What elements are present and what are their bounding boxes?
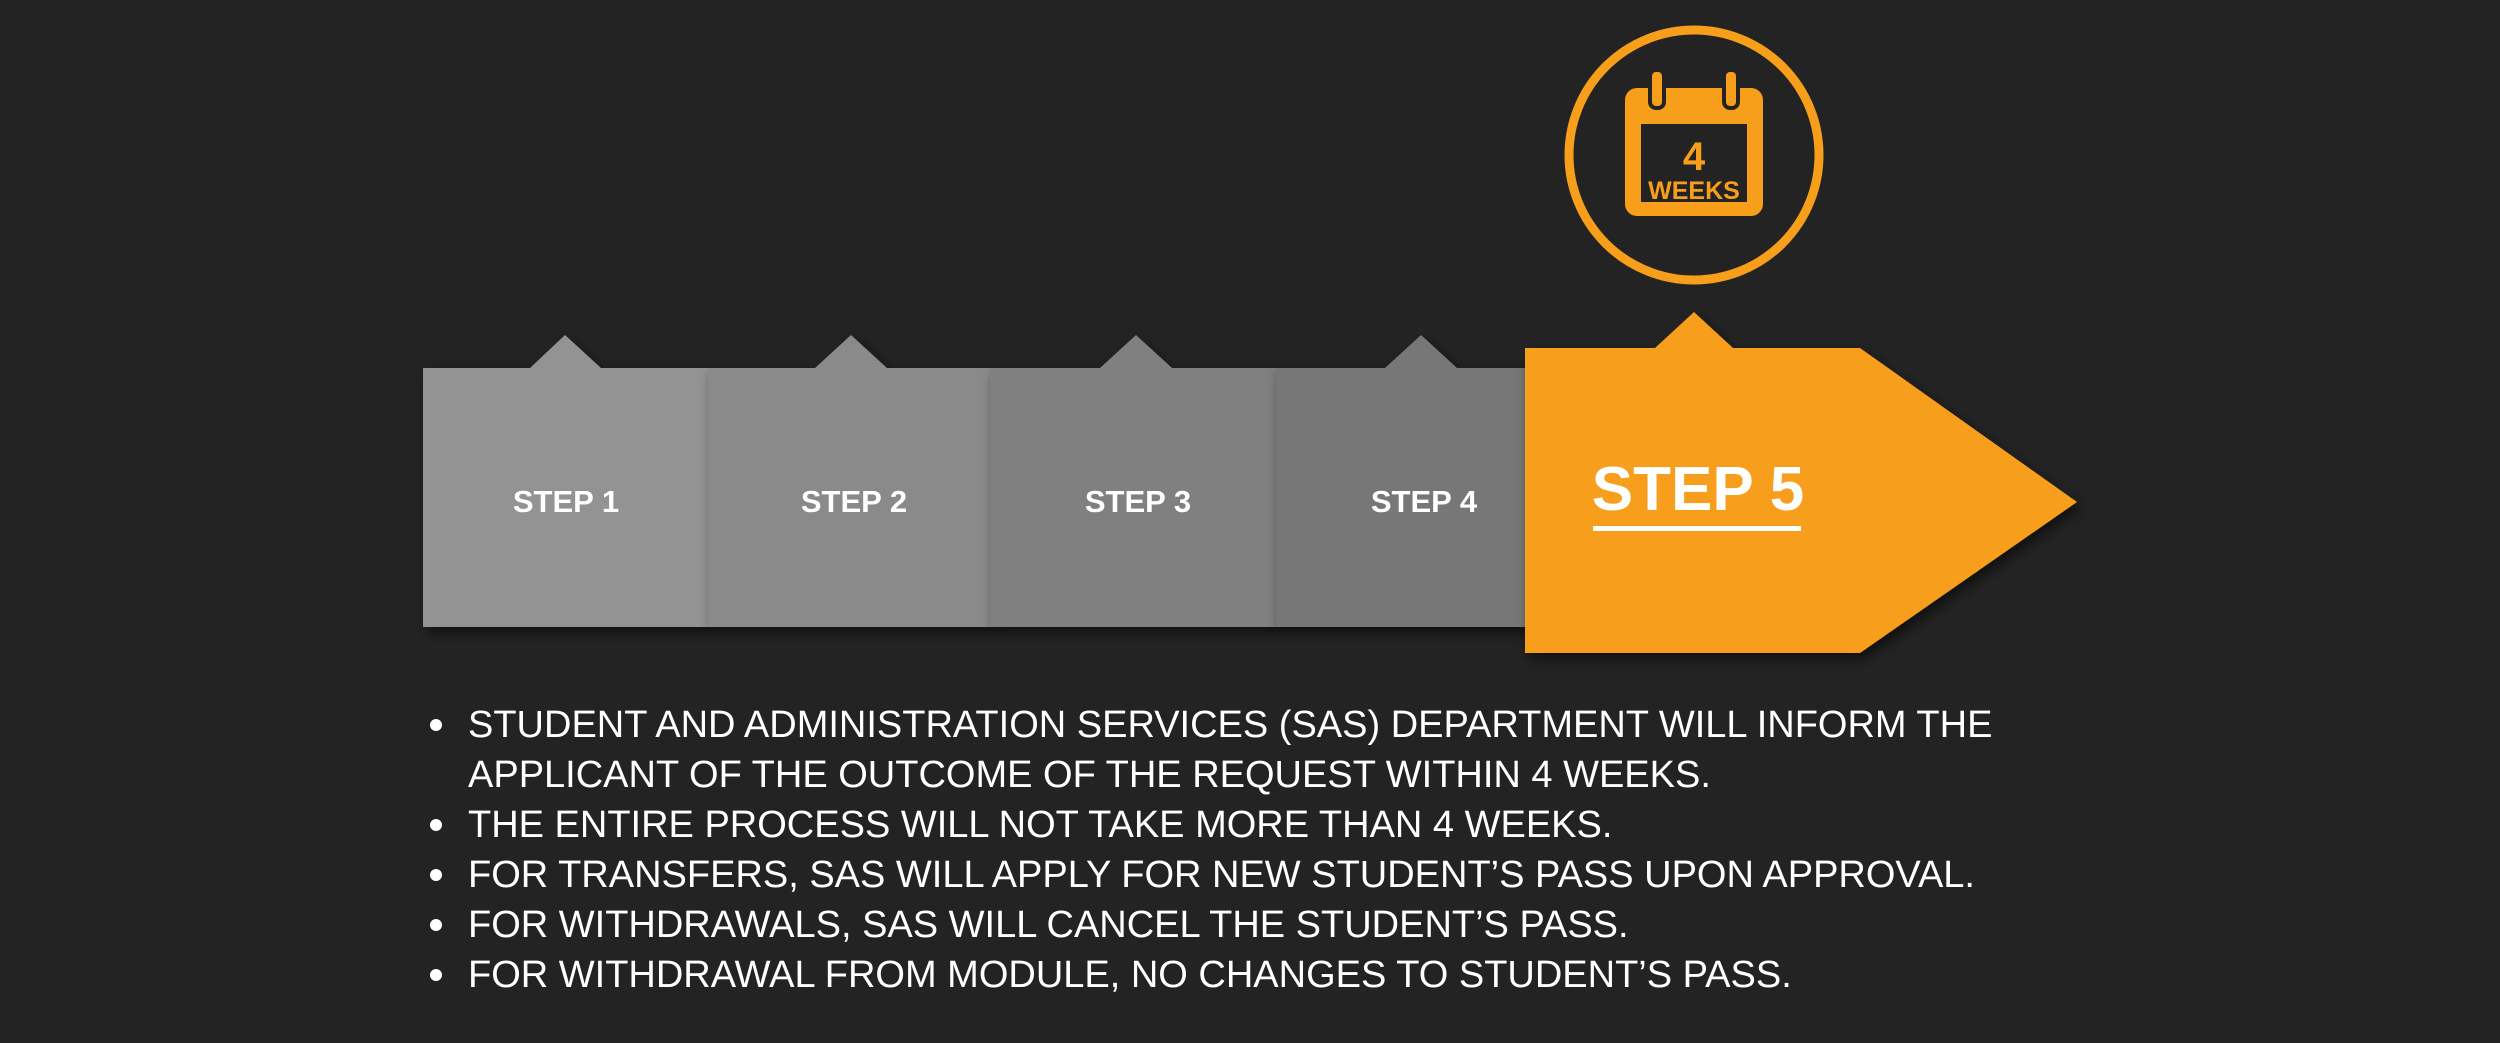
note-text: STUDENT AND ADMINISTRATION SERVICES (SAS) DEPARTMENT WILL INFORM THE APPLICANT OF THE OUTCOME OF THE REQUEST WITHIN 4 WEEKS.: [468, 704, 1993, 796]
step-1-label: STEP 1: [512, 484, 620, 519]
note-text: FOR WITHDRAWAL FROM MODULE, NO CHANGES TO STUDENT’S PASS.: [468, 954, 1792, 996]
step-4-block: [1276, 335, 1560, 627]
note-item: [430, 900, 2130, 950]
step-2: [708, 335, 992, 627]
note-item: [430, 800, 2130, 850]
badge-number: 4: [1682, 135, 1706, 179]
badge-unit: WEEKS: [1648, 177, 1740, 205]
note-item: [430, 950, 2130, 1000]
step-5-underline: [1593, 526, 1801, 531]
notes-list: [430, 700, 2130, 1000]
step-4: [1276, 335, 1560, 627]
step-5: [1525, 312, 2077, 653]
step-3-label: STEP 3: [1084, 484, 1192, 519]
bullet-icon: [430, 869, 442, 881]
bullet-icon: [430, 969, 442, 981]
note-item: [430, 850, 2130, 900]
bullet-icon: [430, 819, 442, 831]
note-text: THE ENTIRE PROCESS WILL NOT TAKE MORE THAN 4 WEEKS.: [468, 804, 1613, 846]
step-3: [990, 335, 1278, 627]
step-2-label: STEP 2: [800, 484, 908, 519]
step-3-block: [990, 335, 1278, 627]
note-item: [430, 700, 2130, 800]
step-5-label: STEP 5: [1591, 455, 1805, 524]
bullet-icon: [430, 719, 442, 731]
step-1: [423, 335, 710, 627]
step-2-block: [708, 335, 992, 627]
step-4-label: STEP 4: [1370, 484, 1478, 519]
bullet-icon: [430, 919, 442, 931]
step-1-block: [423, 335, 710, 627]
timeline-badge: [1569, 30, 1819, 280]
note-text: FOR TRANSFERS, SAS WILL APPLY FOR NEW STUDENT’S PASS UPON APPROVAL.: [468, 854, 1975, 896]
note-text: FOR WITHDRAWALS, SAS WILL CANCEL THE STUDENT’S PASS.: [468, 904, 1629, 946]
